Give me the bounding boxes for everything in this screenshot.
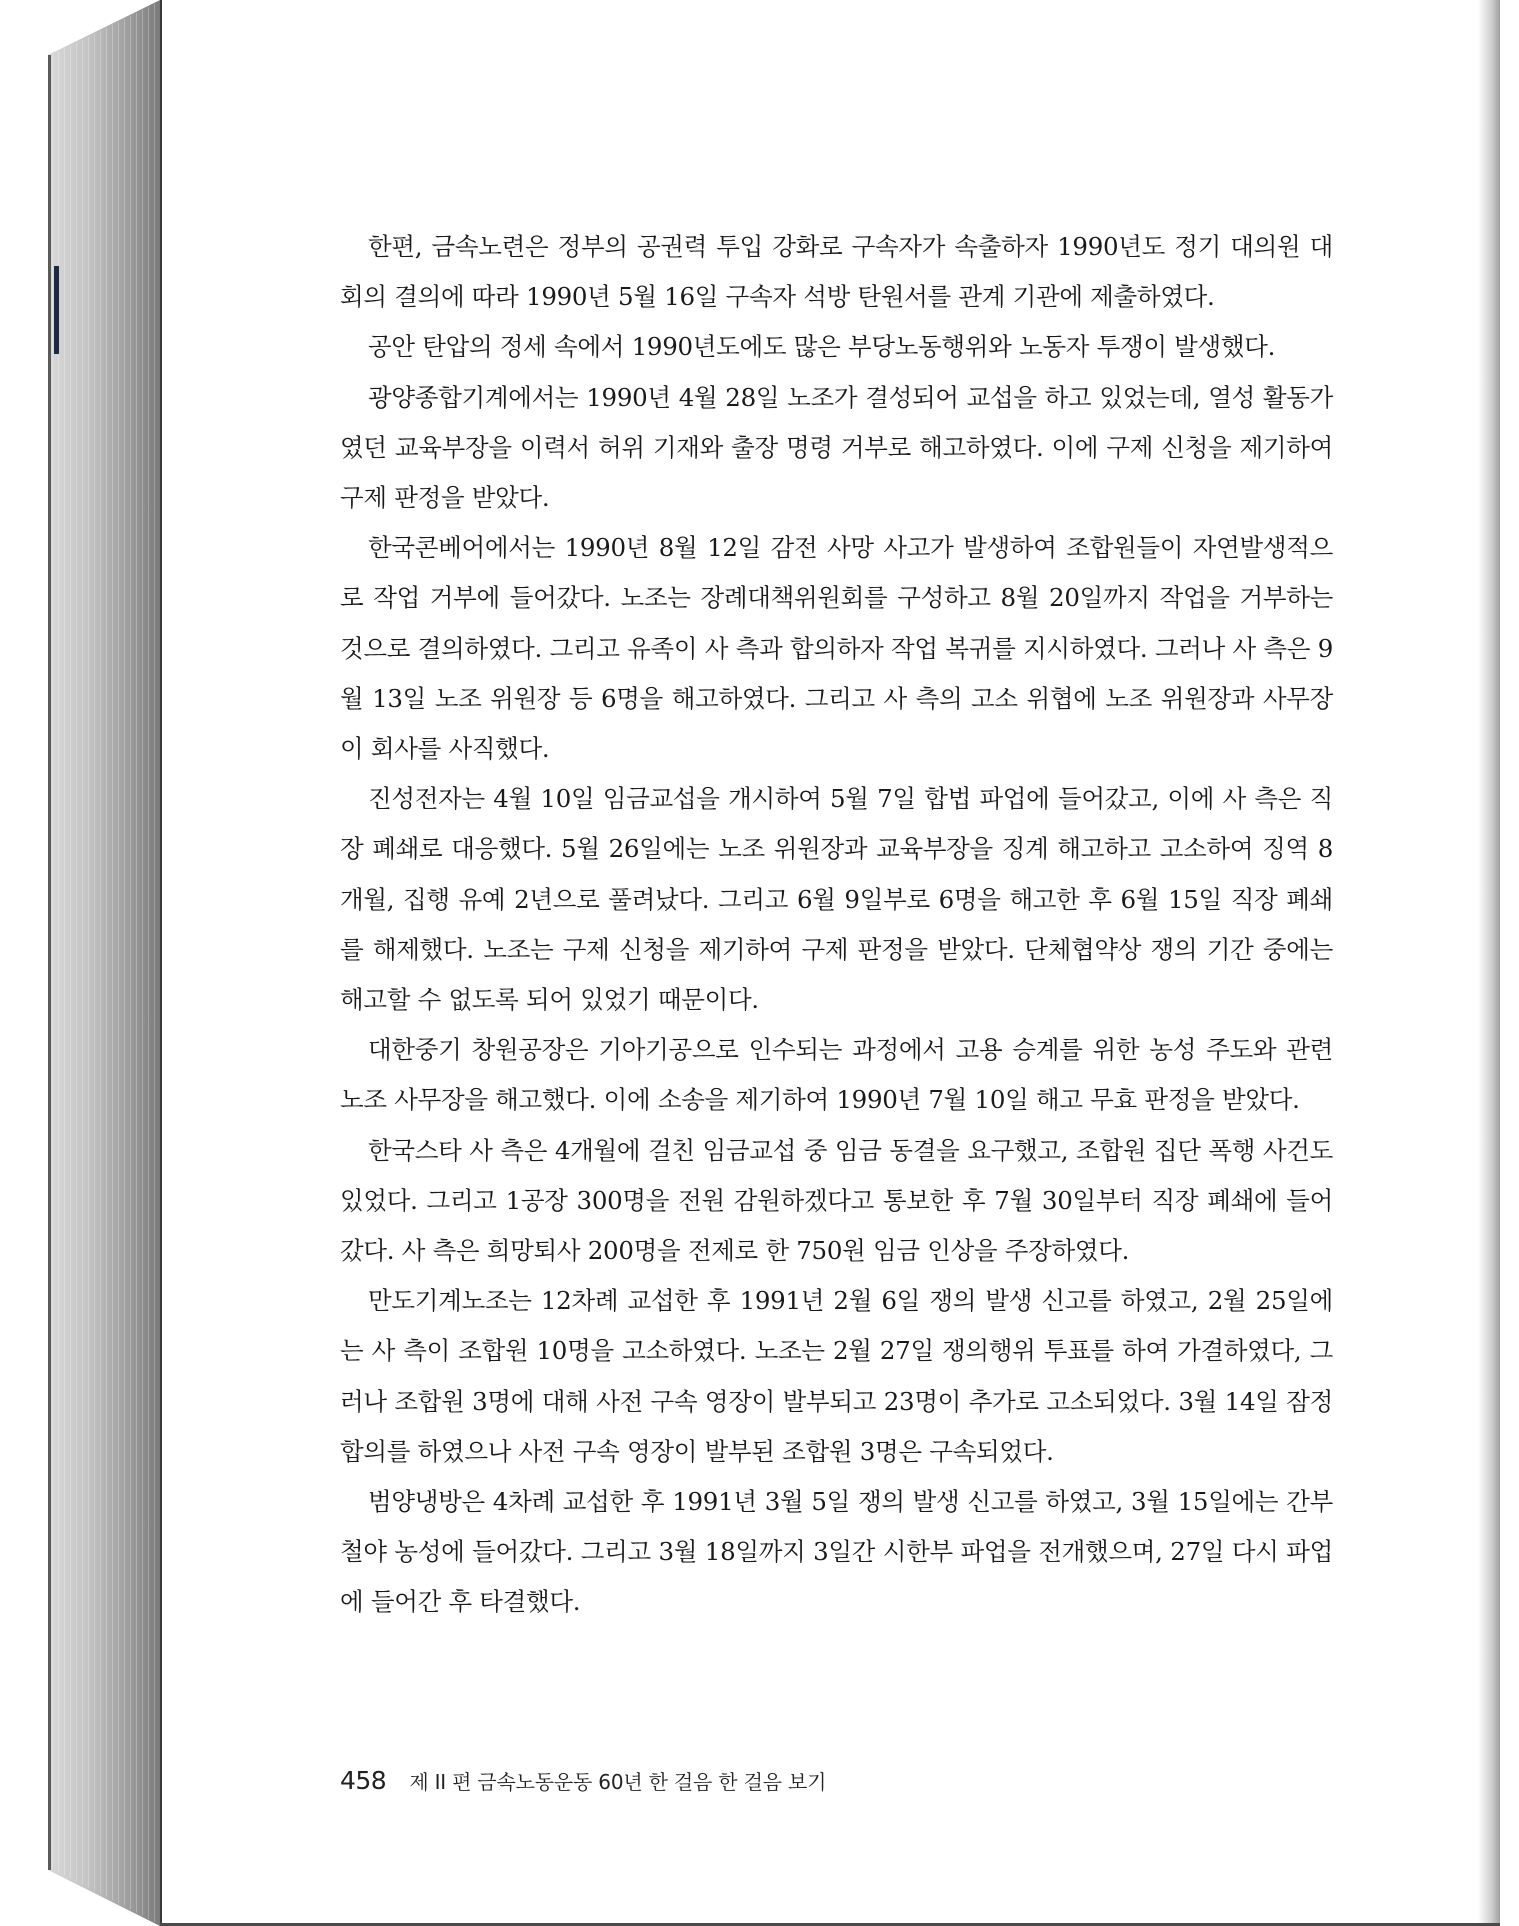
body-text	[340, 222, 1333, 1628]
paragraph: 한국콘베어에서는 1990년 8월 12일 감전 사망 사고가 발생하여 조합원들이 자연발생적으로 작업 거부에 들어갔다. 노조는 장례대책위원회를 구성하고 8월 20일까지 작업을 거부하는 것으로 결의하였다. 그리고 유족이 사 측과 합의하자 작업 복귀를 지시하였다. 그러나 사 측은 9월 13일 노조 위원장 등 6명을 해고하였다. 그리고 사 측의 고소 위협에 노조 위원장과 사무장이 회사를 사직했다.	[340, 533, 1333, 764]
paragraph: 광양종합기계에서는 1990년 4월 28일 노조가 결성되어 교섭을 하고 있었는데, 열성 활동가였던 교육부장을 이력서 허위 기재와 출장 명령 거부로 해고하였다. 이에 구제 신청을 제기하여 구제 판정을 받았다.	[340, 382, 1333, 513]
page-footer	[340, 1766, 826, 1795]
paragraph: 공안 탄압의 정세 속에서 1990년도에도 많은 부당노동행위와 노동자 투쟁이 발생했다.	[368, 332, 1276, 362]
running-head: 제 II 편 금속노동운동 60년 한 걸음 한 걸음 보기	[409, 1770, 827, 1794]
page-gutter-shadow	[1478, 0, 1500, 1926]
paragraph: 만도기계노조는 12차례 교섭한 후 1991년 2월 6일 쟁의 발생 신고를 하였고, 2월 25일에는 사 측이 조합원 10명을 고소하였다. 노조는 2월 27일 쟁의행위 투표를 하여 가결하였다, 그러나 조합원 3명에 대해 사전 구속 영장이 발부되고 23명이 추가로 고소되었다. 3월 14일 잠정 합의를 하였으나 사전 구속 영장이 발부된 조합원 3명은 구속되었다.	[340, 1286, 1333, 1466]
paragraph: 진성전자는 4월 10일 임금교섭을 개시하여 5월 7일 합법 파업에 들어갔고, 이에 사 측은 직장 폐쇄로 대응했다. 5월 26일에는 노조 위원장과 교육부장을 징계 해고하고 고소하여 징역 8개월, 집행 유예 2년으로 풀려났다. 그리고 6월 9일부로 6명을 해고한 후 6월 15일 직장 폐쇄를 해제했다. 노조는 구제 신청을 제기하여 구제 판정을 받았다. 단체협약상 쟁의 기간 중에는 해고할 수 없도록 되어 있었기 때문이다.	[340, 784, 1333, 1015]
spine-bookmark	[54, 266, 59, 354]
page-edge-lines	[52, 0, 158, 1926]
paragraph: 한편, 금속노련은 정부의 공권력 투입 강화로 구속자가 속출하자 1990년도 정기 대의원 대회의 결의에 따라 1990년 5월 16일 구속자 석방 탄원서를 관계 기관에 제출하였다.	[340, 232, 1333, 312]
page-number: 458	[340, 1766, 387, 1795]
paragraph: 한국스타 사 측은 4개월에 걸친 임금교섭 중 임금 동결을 요구했고, 조합원 집단 폭행 사건도 있었다. 그리고 1공장 300명을 전원 감원하겠다고 통보한 후 7월 30일부터 직장 폐쇄에 들어갔다. 사 측은 희망퇴사 200명을 전제로 한 750원 임금 인상을 주장하였다.	[340, 1135, 1333, 1266]
book-cover-edge	[48, 55, 51, 1870]
paragraph: 범양냉방은 4차례 교섭한 후 1991년 3월 5일 쟁의 발생 신고를 하였고, 3월 15일에는 간부 철야 농성에 들어갔다. 그리고 3월 18일까지 3일간 시한부 파업을 전개했으며, 27일 다시 파업에 들어간 후 타결했다.	[340, 1487, 1333, 1617]
paragraph: 대한중기 창원공장은 기아기공으로 인수되는 과정에서 고용 승계를 위한 농성 주도와 관련 노조 사무장을 해고했다. 이에 소송을 제기하여 1990년 7월 10일 해고 무효 판정을 받았다.	[340, 1035, 1333, 1115]
